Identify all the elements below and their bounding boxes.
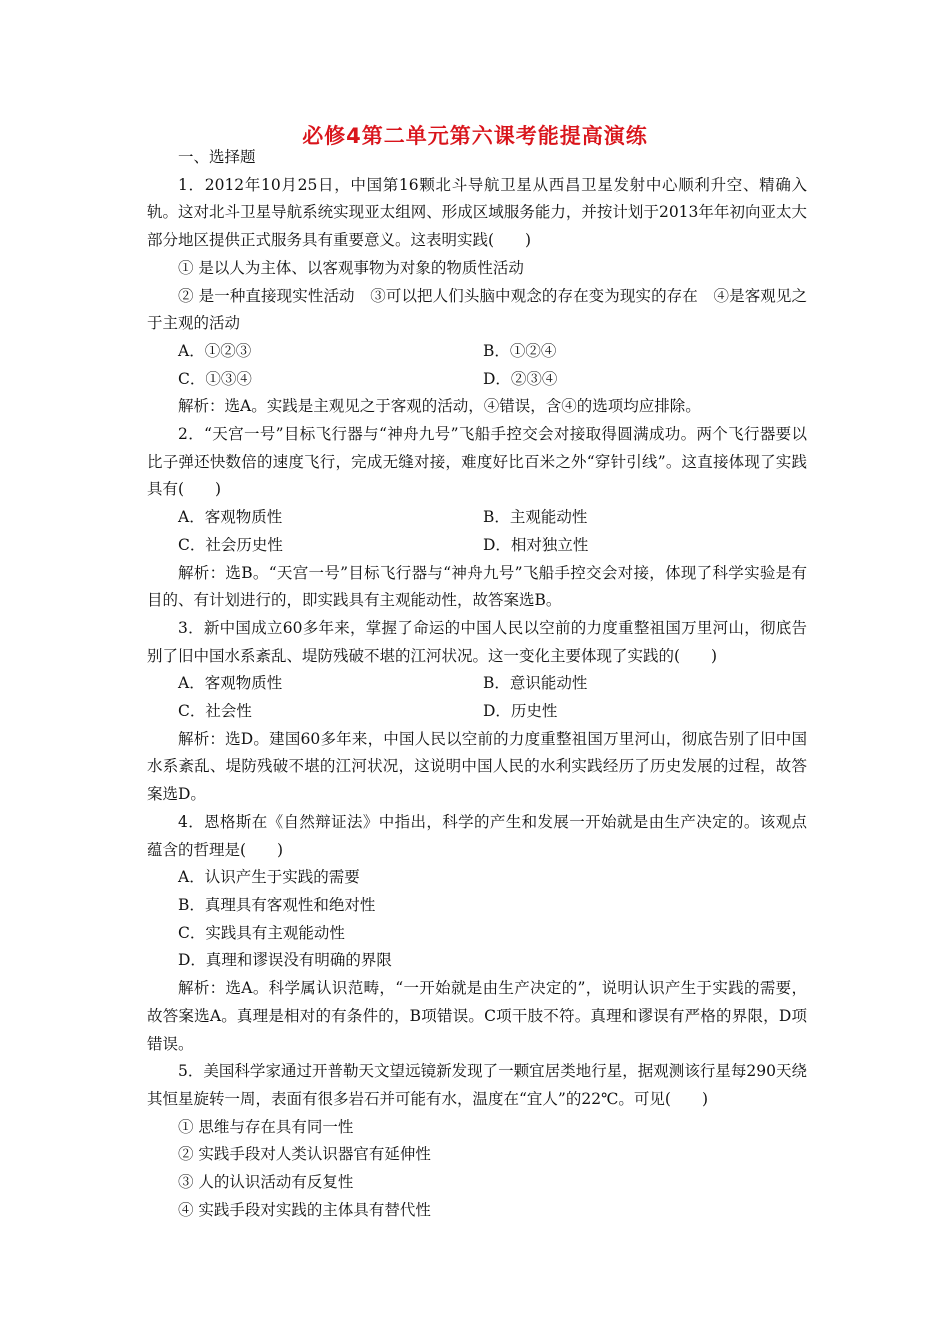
question-1-analysis: 解析：选A。实践是主观见之于客观的活动，④错误，含④的选项均应排除。 — [178, 397, 701, 416]
question-1-option-c: C．①③④ — [178, 369, 252, 388]
question-3-option-c: C．社会性 — [178, 702, 252, 721]
question-1-options-row-1 — [147, 338, 807, 366]
question-5-stem: 5．美国科学家通过开普勒天文望远镜新发现了一颗宜居类地行星，据观测该行星每290天绕其恒星旋转一周，表面有很多岩石并可能有水，温度在“宜人”的22℃。可见( ) — [147, 1062, 807, 1108]
question-5-item-4: ④ 实践手段对实践的主体具有替代性 — [178, 1200, 431, 1219]
question-1-options-row-2 — [147, 366, 807, 394]
question-4-option-c: C．实践具有主观能动性 — [178, 923, 345, 942]
question-1-option-d: D．②③④ — [483, 369, 558, 388]
question-2-stem: 2．“天宫一号”目标飞行器与“神舟九号”飞船手控交会对接取得圆满成功。两个飞行器要以比子弹还快数倍的速度飞行，完成无缝对接，难度好比百米之外“穿针引线”。这直接体现了实践具有( ) — [147, 425, 807, 499]
page-title: 必修4第二单元第六课考能提高演练 — [302, 124, 648, 148]
question-4-analysis: 解析：选A。科学属认识范畴，“一开始就是由生产决定的”，说明认识产生于实践的需要，故答案选A。真理是相对的有条件的，B项错误。C项干肢不符。真理和谬误有严格的界限，D项错误。 — [147, 979, 807, 1053]
question-2-options-row-2 — [147, 532, 807, 560]
question-3-option-d: D．历史性 — [483, 702, 558, 721]
question-1-stem: 1．2012年10月25日，中国第16颗北斗导航卫星从西昌卫星发射中心顺利升空、精确入轨。这对北斗卫星导航系统实现亚太组网、形成区域服务能力，并按计划于2013年年初向亚太大部分地区提供正式服务具有重要意义。这表明实践( ) — [147, 175, 807, 250]
question-3-option-a: A．客观物质性 — [178, 674, 283, 693]
question-5-item-3: ③ 人的认识活动有反复性 — [178, 1173, 354, 1192]
question-2-option-b: B．主观能动性 — [483, 508, 588, 527]
question-4-option-b: B．真理具有客观性和绝对性 — [178, 895, 376, 914]
question-3-stem: 3．新中国成立60多年来，掌握了命运的中国人民以空前的力度重整祖国万里河山，彻底告别了旧中国水系紊乱、堤防残破不堪的江河状况。这一变化主要体现了实践的( ) — [147, 618, 807, 665]
question-5-item-1: ① 思维与存在具有同一性 — [178, 1117, 354, 1136]
question-3-analysis: 解析：选D。建国60多年来，中国人民以空前的力度重整祖国万里河山，彻底告别了旧中国水系紊乱、堤防残破不堪的江河状况，这说明中国人民的水利实践经历了历史发展的过程，故答案选D。 — [147, 729, 807, 804]
question-3-options-row-1 — [147, 670, 807, 698]
question-4-option-a: A．认识产生于实践的需要 — [178, 868, 360, 887]
question-2-option-d: D．相对独立性 — [483, 535, 589, 554]
question-3-options-row-2 — [147, 698, 807, 726]
question-4-option-d: D．真理和谬误没有明确的界限 — [178, 951, 392, 970]
question-5-item-2: ② 实践手段对人类认识器官有延伸性 — [178, 1145, 431, 1164]
question-4-stem: 4．恩格斯在《自然辩证法》中指出，科学的产生和发展一开始就是由生产决定的。该观点蕴含的哲理是( ) — [147, 812, 807, 859]
question-3-option-b: B．意识能动性 — [483, 674, 588, 693]
question-2-option-c: C．社会历史性 — [178, 535, 283, 554]
question-2-options-row-1 — [147, 504, 807, 532]
document-body — [147, 144, 807, 1224]
question-1-item-2: ② 是一种直接现实性活动 ③可以把人们头脑中观念的存在变为现实的存在 ④是客观见之于主观的活动 — [147, 286, 807, 333]
question-1-item-1: ① 是以人为主体、以客观事物为对象的物质性活动 — [178, 258, 524, 277]
section-heading: 一、选择题 — [178, 148, 256, 166]
question-2-option-a: A．客观物质性 — [178, 508, 283, 527]
question-2-analysis: 解析：选B。“天宫一号”目标飞行器与“神舟九号”飞船手控交会对接，体现了科学实验是有目的、有计划进行的，即实践具有主观能动性，故答案选B。 — [147, 563, 807, 610]
question-1-option-b: B．①②④ — [483, 341, 557, 360]
question-1-option-a: A．①②③ — [178, 341, 252, 360]
